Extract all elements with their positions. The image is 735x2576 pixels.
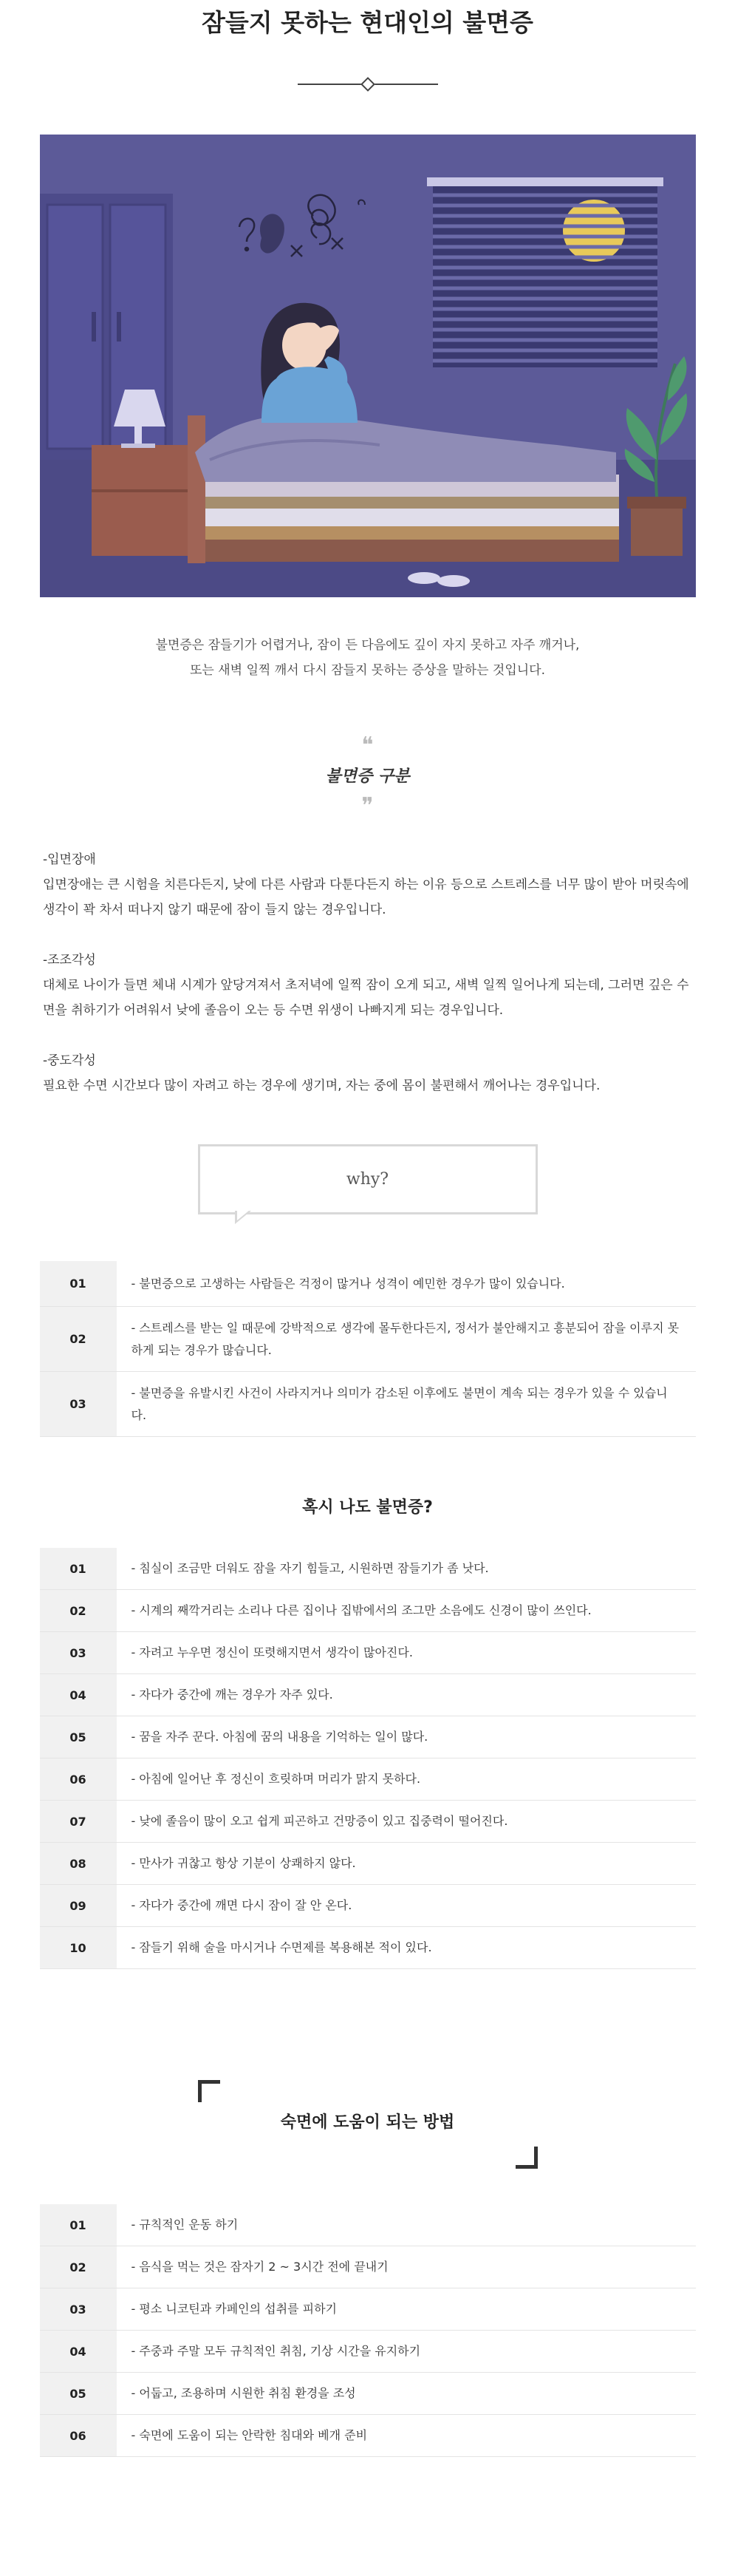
row-text: - 침실이 조금만 더워도 잠을 자기 힘들고, 시원하면 잠들기가 좀 낫다. — [131, 1561, 489, 1575]
row-number: 06 — [40, 2415, 117, 2456]
row-number: 02 — [40, 1307, 117, 1371]
table-row — [40, 1548, 696, 1590]
checklist-table — [40, 1548, 696, 1969]
row-number: 03 — [40, 1632, 117, 1673]
row-text: - 잠들기 위해 술을 마시거나 수면제를 복용해본 적이 있다. — [131, 1940, 432, 1954]
row-number: 08 — [40, 1843, 117, 1884]
row-number: 03 — [40, 2288, 117, 2330]
table-row — [40, 2288, 696, 2331]
row-number: 01 — [40, 1261, 117, 1306]
row-number: 10 — [40, 1927, 117, 1968]
row-text: - 낮에 졸음이 많이 오고 쉽게 피곤하고 건망증이 있고 집중력이 떨어진다. — [131, 1814, 508, 1828]
title-divider — [298, 75, 438, 93]
row-number: 05 — [40, 2373, 117, 2414]
intro-text — [0, 633, 735, 683]
close-quote-icon: ❞ — [361, 793, 374, 819]
row-text: - 시계의 째깍거리는 소리나 다른 집이나 집밖에서의 조그만 소음에도 신경이 많이 쓰인다. — [131, 1603, 592, 1617]
row-number: 05 — [40, 1716, 117, 1758]
table-row — [40, 2204, 696, 2246]
intro-line-1: 불면증은 잠들기가 어렵거나, 잠이 든 다음에도 깊이 자지 못하고 자주 깨거나, — [155, 638, 580, 653]
tips-table — [40, 2204, 696, 2457]
insomnia-types — [43, 847, 700, 1098]
row-text: - 숙면에 도움이 되는 안락한 침대와 베개 준비 — [131, 2428, 368, 2442]
table-row — [40, 1758, 696, 1801]
row-text: - 음식을 먹는 것은 잠자기 2 ~ 3시간 전에 끝내기 — [131, 2260, 389, 2274]
type-block — [43, 1048, 700, 1098]
type-name: -조조각성 — [43, 953, 96, 968]
table-row — [40, 1372, 696, 1437]
row-text: - 평소 니코틴과 카페인의 섭취를 피하기 — [131, 2302, 337, 2316]
row-number: 03 — [40, 1372, 117, 1436]
table-row — [40, 1307, 696, 1372]
table-row — [40, 1801, 696, 1843]
row-number: 01 — [40, 2204, 117, 2246]
table-row — [40, 2331, 696, 2373]
type-name: -중도각성 — [43, 1053, 96, 1068]
tips-heading-frame — [198, 2080, 538, 2169]
type-description: 대체로 나이가 들면 체내 시계가 앞당겨져서 초저녁에 일찍 잠이 오게 되고, 새벽 일찍 일어나게 되는데, 그러면 깊은 수면을 취하기가 어려워서 낮에 졸음이 오는 등 수면 위생이 나빠지게 되는 경우입니다. — [43, 978, 689, 1018]
intro-line-2: 또는 새벽 일찍 깨서 다시 잠들지 못하는 증상을 말하는 것입니다. — [189, 663, 545, 678]
row-text: - 꿈을 자주 꾼다. 아침에 꿈의 내용을 기억하는 일이 많다. — [131, 1730, 428, 1744]
row-text: - 주중과 주말 모두 규칙적인 취침, 기상 시간을 유지하기 — [131, 2344, 421, 2358]
row-text: - 스트레스를 받는 일 때문에 강박적으로 생각에 몰두한다든지, 정서가 불안해지고 흥분되어 잠을 이루지 못하게 되는 경우가 많습니다. — [131, 1320, 680, 1357]
open-quote-icon: ❝ — [361, 733, 374, 758]
types-heading: 불면증 구분 — [325, 767, 410, 786]
row-text: - 어둡고, 조용하며 시원한 취침 환경을 조성 — [131, 2386, 356, 2400]
row-text: - 자다가 중간에 깨면 다시 잠이 잘 안 온다. — [131, 1898, 352, 1912]
diamond-icon — [360, 77, 375, 92]
row-number: 02 — [40, 2246, 117, 2288]
row-text: - 규칙적인 운동 하기 — [131, 2218, 239, 2232]
table-row — [40, 2373, 696, 2415]
why-label: why? — [198, 1144, 538, 1214]
insomnia-illustration — [40, 135, 696, 597]
corner-bracket-icon — [516, 2147, 538, 2169]
why-table — [40, 1261, 696, 1437]
table-row — [40, 2415, 696, 2457]
type-block — [43, 948, 700, 1023]
why-speech-bubble — [198, 1144, 538, 1222]
table-row — [40, 1674, 696, 1716]
type-description: 입면장애는 큰 시험을 치른다든지, 낮에 다른 사람과 다툰다든지 하는 이유 등으로 스트레스를 너무 많이 받아 머릿속에 생각이 꽉 차서 떠나지 않기 때문에 잠이 들지 않는 경우입니다. — [43, 877, 689, 917]
row-text: - 자려고 누우면 정신이 또렷해지면서 생각이 많아진다. — [131, 1645, 413, 1659]
table-row — [40, 1843, 696, 1885]
page-title: 잠들지 못하는 현대인의 불면증 — [202, 8, 533, 37]
bubble-tail-inner — [237, 1210, 250, 1220]
row-text: - 아침에 일어난 후 정신이 흐릿하며 머리가 맑지 못하다. — [131, 1772, 421, 1786]
corner-bracket-icon — [198, 2080, 220, 2102]
row-number: 02 — [40, 1590, 117, 1631]
table-row — [40, 1590, 696, 1632]
row-number: 06 — [40, 1758, 117, 1800]
row-number: 04 — [40, 1674, 117, 1716]
table-row — [40, 1716, 696, 1758]
row-number: 04 — [40, 2331, 117, 2372]
checklist-heading: 혹시 나도 불면증? — [302, 1498, 433, 1517]
row-text: - 불면증을 유발시킨 사건이 사라지거나 의미가 감소된 이후에도 불면이 계속 되는 경우가 있을 수 있습니다. — [131, 1385, 668, 1422]
row-number: 09 — [40, 1885, 117, 1926]
type-block — [43, 847, 700, 922]
table-row — [40, 1885, 696, 1927]
table-row — [40, 1261, 696, 1307]
row-text: - 불면증으로 고생하는 사람들은 걱정이 많거나 성격이 예민한 경우가 많이 있습니다. — [131, 1276, 565, 1291]
tips-heading: 숙면에 도움이 되는 방법 — [280, 2113, 455, 2132]
table-row — [40, 2246, 696, 2288]
row-text: - 만사가 귀찮고 항상 기분이 상쾌하지 않다. — [131, 1856, 356, 1870]
type-name: -입면장애 — [43, 852, 96, 867]
row-number: 07 — [40, 1801, 117, 1842]
type-description: 필요한 수면 시간보다 많이 자려고 하는 경우에 생기며, 자는 중에 몸이 불편해서 깨어나는 경우입니다. — [43, 1078, 601, 1093]
table-row — [40, 1927, 696, 1969]
row-number: 01 — [40, 1548, 117, 1589]
row-text: - 자다가 중간에 깨는 경우가 자주 있다. — [131, 1688, 333, 1702]
table-row — [40, 1632, 696, 1674]
